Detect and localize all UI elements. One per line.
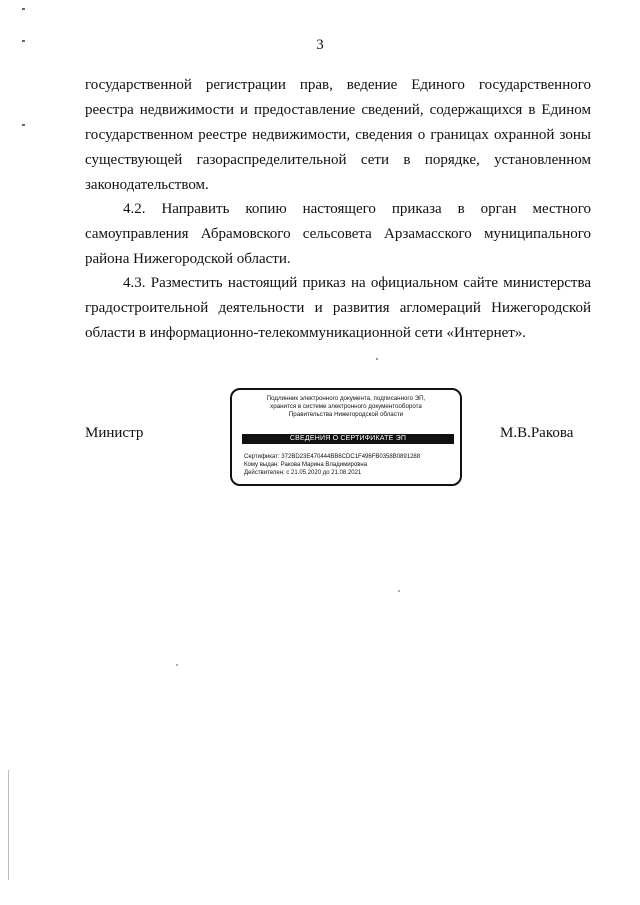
stamp-details [244, 453, 420, 477]
signatory-name: М.В.Ракова [500, 425, 574, 441]
paragraph-text: 4.3. Разместить настоящий приказ на официальном сайте министерства градостроительной деятельности и развития агломераций Нижегородской области в информационно-телекоммуникационной сети «Интернет». [85, 275, 591, 341]
stamp-header-line: хранится в системе электронного документооборота [270, 403, 422, 410]
paragraph-4-3 [85, 271, 591, 346]
stamp-header-line: Правительства Нижегородской области [288, 411, 404, 418]
signatory-title: Министр [85, 425, 144, 441]
stamp-validity: Действителен: с 21.05.2020 до 21.08.2021 [244, 470, 362, 476]
stamp-issued-to: Кому выдан: Ракова Марина Владимировна [244, 462, 368, 468]
stamp-header-line: Подлинник электронного документа, подписанного ЭП, [266, 395, 426, 402]
paragraph-4-2 [85, 197, 591, 272]
scan-speck [22, 124, 25, 126]
electronic-signature-stamp [230, 388, 462, 486]
scan-speck [398, 590, 400, 592]
page-number: 3 [316, 37, 324, 53]
scan-speck [176, 664, 178, 666]
paragraph-continuation [85, 73, 591, 198]
stamp-header [232, 395, 460, 419]
paragraph-text: 4.2. Направить копию настоящего приказа в орган местного самоуправления Абрамовского сельсовета Арзамасского муниципального района Нижегородской области. [85, 201, 591, 267]
scan-speck [22, 8, 25, 10]
scan-speck [22, 40, 25, 42]
paragraph-text: государственной регистрации прав, ведение Единого государственного реестра недвижимости и предоставление сведений, содержащихся в Едином государственном реестре недвижимости, сведения о границах охранной зоны существующей газораспределительной сети в порядке, установленном законодательством. [85, 77, 591, 193]
stamp-certificate: Сертификат: 372BD23E470444BB6CDC1F496FB0358B0891288 [244, 454, 421, 460]
scan-speck [376, 358, 378, 360]
stamp-title-bar: СВЕДЕНИЯ О СЕРТИФИКАТЕ ЭП [242, 434, 454, 444]
scan-edge-line [8, 770, 9, 880]
